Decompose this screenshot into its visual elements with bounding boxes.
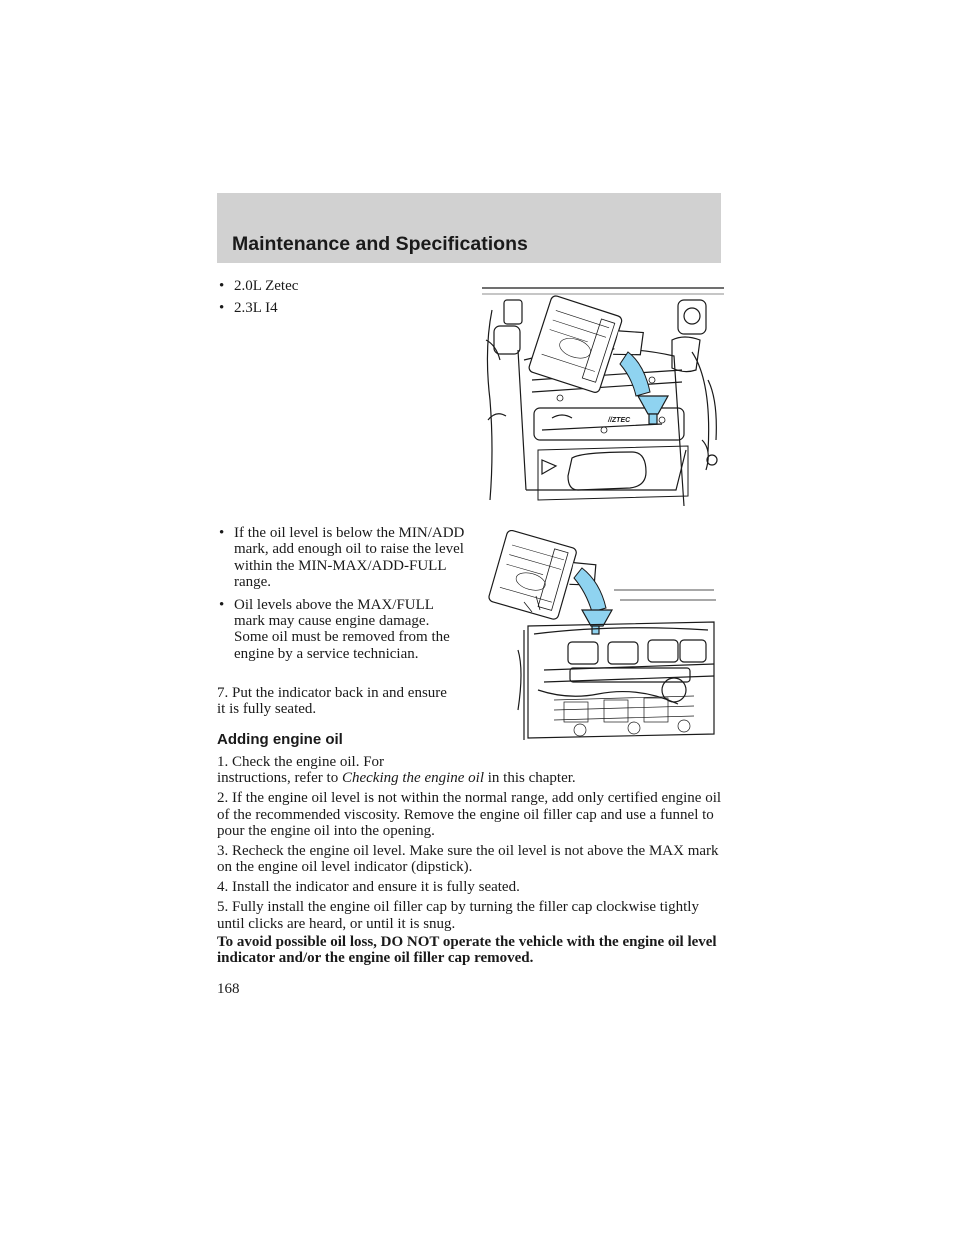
- step-3: 3. Recheck the engine oil level. Make sure the oil level is not above the MAX mark on the engine oil level indicator (dipstick).: [217, 843, 719, 876]
- step-1-line-a: 1. Check the engine oil. For: [217, 754, 385, 770]
- svg-text://ZTEC: //ZTEC: [608, 417, 631, 424]
- zetec-oil-fill-illustration: [482, 280, 724, 516]
- adding-oil-steps: [217, 754, 723, 970]
- adding-oil-heading: Adding engine oil: [217, 731, 343, 748]
- step-1-line-b: instructions, refer to: [217, 770, 339, 787]
- i4-oil-fill-illustration: [484, 530, 724, 746]
- step-1-line-c: in this chapter.: [487, 770, 576, 787]
- step-1-reference: Checking the engine oil: [341, 770, 485, 787]
- step-5: 5. Fully install the engine oil filler cap by turning the filler cap clockwise tightly until clicks are heard, or until it is snug.: [217, 899, 699, 932]
- engine-item-i4: • 2.3L I4: [217, 300, 457, 316]
- oil-note-below-min: • If the oil level is below the MIN/ADD mark, add enough oil to raise the level within the MIN-MAX/ADD-FULL range.: [217, 525, 467, 591]
- oil-loss-warning: To avoid possible oil loss, DO NOT operate the vehicle with the engine oil level indicator and/or the engine oil filler cap removed.: [217, 934, 717, 967]
- section-header-band: [217, 193, 721, 263]
- step-4: 4. Install the indicator and ensure it is fully seated.: [217, 879, 520, 896]
- page-number: 168: [217, 981, 240, 997]
- oil-note-above-max: • Oil levels above the MAX/FULL mark may cause engine damage. Some oil must be removed from the engine by a service technician.: [217, 597, 467, 663]
- oil-level-notes: [217, 525, 467, 668]
- step-1: [217, 754, 723, 787]
- section-title: Maintenance and Specifications: [232, 233, 528, 255]
- engine-list: [217, 278, 457, 323]
- step-7: 7. Put the indicator back in and ensure it is fully seated.: [217, 685, 447, 718]
- engine-item-zetec: • 2.0L Zetec: [217, 278, 457, 294]
- step-2: 2. If the engine oil level is not within the normal range, add only certified engine oil of the recommended viscosity. Remove the engine oil filler cap and use a funnel to pour the engine oil into the opening.: [217, 790, 722, 840]
